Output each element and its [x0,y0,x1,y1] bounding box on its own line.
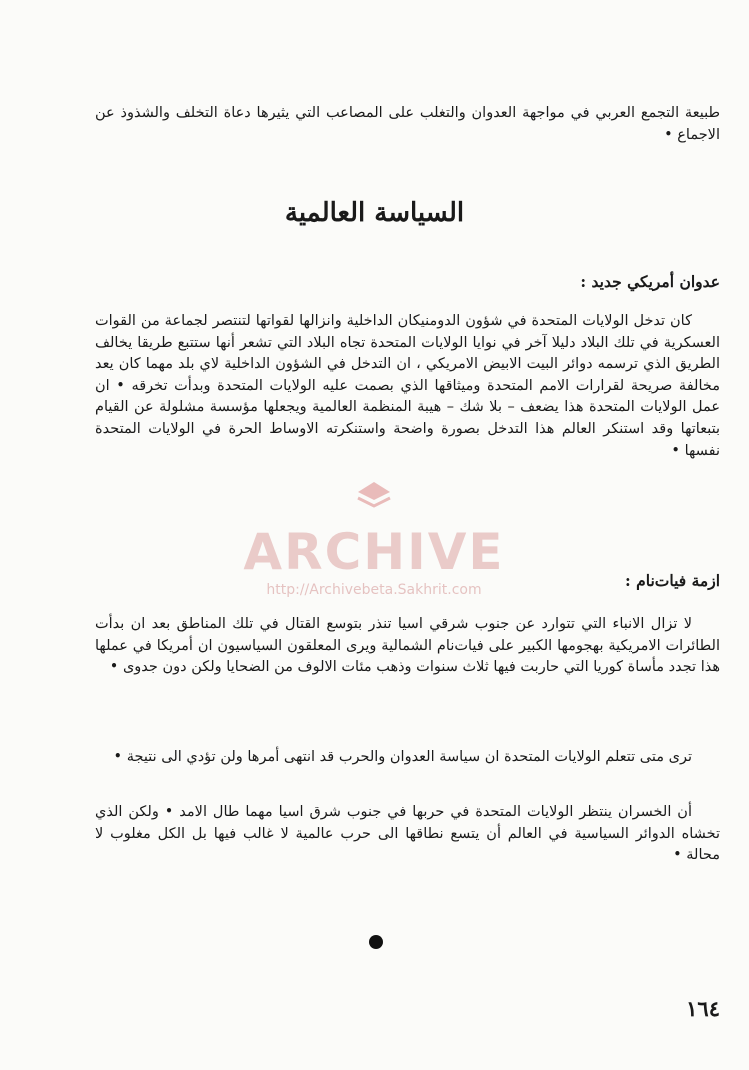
section-title: السياسة العالمية [284,198,465,228]
page-number: ١٦٤ [686,996,720,1021]
paragraph-american-aggression: كان تدخل الولايات المتحدة في شؤون الدومنيكان الداخلية وانزالها لقواتها لتنتصر لجماعة من القوات العسكرية في تلك البلاد دليلا آخر في نوايا الولايات المتحدة تجاه البلاد التي تشعر أنها ستتبع طريقا يخالف الطريق الذي ترسمه دوائر البيت الابيض الامريكي ، ان التدخل في الشؤون الداخلية لاي بلد مهما كان يعد مخالفة صريحة لقرارات الامم المتحدة وميثاقها الذي بصمت عليه الولايات المتحدة وبدأت تخرقه • ان عمل الولايات المتحدة هذا يضعف – بلا شك – هيبة المنظمة العالمية ويجعلها مؤسسة مشلولة عن القيام بتبعاتها وقد استنكر العالم هذا التدخل بصورة واضحة واستنكرته الاوساط الحرة في الولايات المتحدة نفسها • [95,313,720,459]
paragraph-vietnam-3: أن الخسران ينتظر الولايات المتحدة في حربها في جنوب شرق اسيا مهما طال الامد • ولكن الذي تخشاه الدوائر السياسية في العالم أن يتسع نطاقها الى حرب عالمية لا غالب فيها بل الكل مغلوب لا محالة • [95,804,720,864]
section-heading-vietnam-crisis: ازمة فيات‌نام : [625,571,720,590]
archive-watermark [224,518,524,608]
watermark-url: http://Archivebeta.Sakhrit.com [266,582,482,598]
end-bullet-icon [369,935,383,949]
paragraph-vietnam-2: ترى متى تتعلم الولايات المتحدة ان سياسة العدوان والحرب قد انتهى أمرها ولن تؤدي الى نتيجة • [113,749,692,765]
paragraph-vietnam-1: لا تزال الانباء التي تتوارد عن جنوب شرقي اسيا تنذر بتوسع القتال في تلك المناطق بعد ان بدأت الطائرات الامريكية بهجومها الكبير على فيات‌نام الشمالية ويرى المعلقون السياسيون ان أمريكا في عملها هذا تجدد مأساة كوريا التي حاربت فيها ثلاث سنوات وذهب مئات الالوف من الضحايا ولكن دون جدوى • [95,616,720,676]
watermark-text: ARCHIVE [243,523,505,581]
intro-paragraph: طبيعة التجمع العربي في مواجهة العدوان والتغلب على المصاعب التي يثيرها دعاة التخلف والشذوذ عن الاجماع • [95,105,720,143]
archive-logo-icon [354,478,394,518]
section-heading-american-aggression: عدوان أمريكي جديد : [580,272,720,291]
